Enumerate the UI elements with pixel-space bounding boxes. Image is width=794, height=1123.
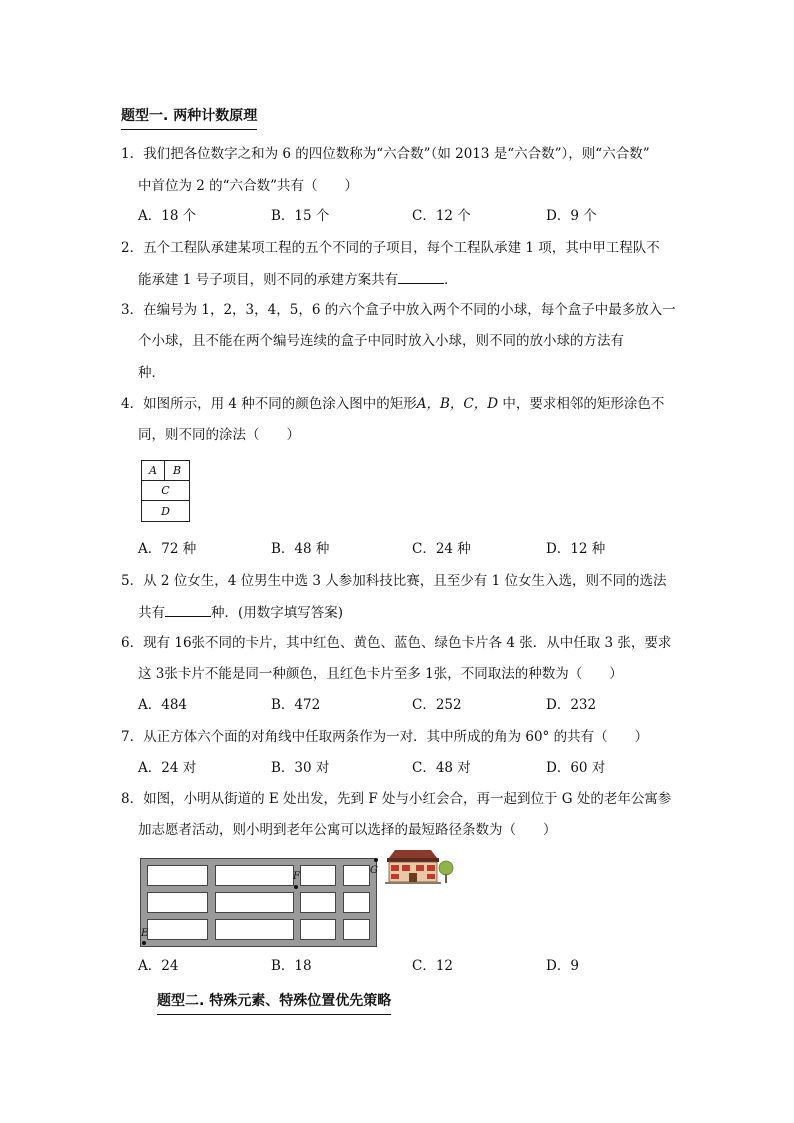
q8-text-line2: 加志愿者活动，则小明到老年公寓可以选择的最短路径条数为（ ） [138,822,557,838]
q5-answer-blank[interactable] [165,603,211,617]
map-point-g-label: G [370,865,378,876]
q8-option-b[interactable]: B．18 [271,958,312,974]
q3-text-line1: 3．在编号为 1，2，3，4，5，6 的六个盒子中放入两个不同的小球，每个盒子中最多放入一 [121,302,676,318]
q4-option-c[interactable]: C．24 种 [412,541,471,557]
q6-option-c[interactable]: C．252 [412,697,462,713]
q6-text-line1: 6．现有 16张不同的卡片，其中红色、黄色、蓝色、绿色卡片各 4 张．从中任取 3 张，要求 [121,635,672,651]
q5-text-line2 [138,603,343,622]
map-block [300,865,336,886]
q4-text-line1-a: 4．如图所示，用 4 种不同的颜色涂入图中的矩形 [121,396,417,412]
q1-text-line1: 1．我们把各位数字之和为 6 的四位数称为“六合数”（如 2013 是“六合数”），则“六合数” [121,146,650,162]
map-point-f-label: F [293,871,300,882]
q4-text-line1-letters: A，B，C，D [416,396,499,412]
map-block [147,892,208,913]
map-block [300,919,336,940]
section-heading-1: 题型一. 两种计数原理 [121,105,257,127]
q7-option-a[interactable]: A．24 对 [138,760,197,776]
q8-option-c[interactable]: C．12 [412,958,454,974]
q4-text-line2: 同，则不同的涂法（ ） [138,427,300,443]
q4-rectangle-figure [141,460,190,522]
map-block [300,892,336,913]
map-block [215,919,294,940]
map-point-e-dot [142,941,146,945]
q2-answer-blank[interactable] [398,270,444,284]
q6-text-line2: 这 3张卡片不能是同一种颜色，且红色卡片至多 1张，不同取法的种数为（ ） [138,666,623,682]
q8-option-d[interactable]: D．9 [546,958,579,974]
q6-option-b[interactable]: B．472 [271,697,321,713]
q5-text-line1: 5．从 2 位女生，4 位男生中选 3 人参加科技比赛，且至少有 1 位女生入选，则不同的选法 [121,573,667,589]
q7-text-line1: 7．从正方体六个面的对角线中任取两条作为一对．其中所成的角为 60° 的共有（ ） [121,729,649,745]
map-block [147,919,208,940]
q3-text-line2: 个小球，且不能在两个编号连续的盒子中同时放入小球，则不同的放小球的方法有 [138,333,624,349]
q8-street-map [140,858,377,947]
senior-apartment-building-icon [383,846,455,886]
q6-option-d[interactable]: D．232 [546,697,597,713]
q4-cell-d: D [161,504,170,518]
q1-option-b[interactable]: B．15 个 [271,208,330,224]
q8-option-a[interactable]: A．24 [138,958,179,974]
q1-option-c[interactable]: C．12 个 [412,208,471,224]
q4-cell-b: B [165,461,189,481]
q6-option-a[interactable]: A．484 [138,697,188,713]
q2-text-line2-a: 能承建 1 号子项目，则不同的承建方案共有 [138,272,399,288]
q4-cell-c: C [142,481,189,501]
q1-option-d[interactable]: D．9 个 [546,208,597,224]
section-heading-2: 题型二. 特殊元素、特殊位置优先策略 [157,990,391,1012]
q4-option-a[interactable]: A．72 种 [138,541,197,557]
q7-option-c[interactable]: C．48 对 [412,760,471,776]
map-point-e-label: E [141,928,149,939]
map-block [215,865,294,886]
q2-text-line1: 2．五个工程队承建某项工程的五个不同的子项目，每个工程队承建 1 项，其中甲工程队不 [121,240,660,256]
q4-option-b[interactable]: B．48 种 [271,541,330,557]
q8-text-line1: 8．如图，小明从街道的 E 处出发，先到 F 处与小红会合，再一起到位于 G 处的老年公寓参 [121,791,672,807]
q3-text-line3: 种． [138,365,165,381]
q7-option-b[interactable]: B．30 对 [271,760,330,776]
q2-text-line2-b: ． [444,272,458,288]
map-block [343,865,370,886]
map-block [343,892,370,913]
q2-text-line2 [138,270,458,289]
map-point-f-dot [294,885,298,889]
q4-cell-a: A [142,461,165,481]
map-block [147,865,208,886]
q1-text-line2: 中首位为 2 的“六合数”共有（ ） [138,178,358,194]
map-block [215,892,294,913]
map-point-g-dot [374,858,378,862]
map-block [343,919,370,940]
q1-option-a[interactable]: A．18 个 [138,208,197,224]
q5-text-line2-b: 种．(用数字填写答案) [211,605,344,621]
q5-text-line2-a: 共有 [138,605,165,621]
q4-text-line1 [121,395,664,413]
q4-option-d[interactable]: D．12 种 [546,541,606,557]
q4-text-line1-c: 中，要求相邻的矩形涂色不 [498,396,665,412]
q7-option-d[interactable]: D．60 对 [546,760,606,776]
